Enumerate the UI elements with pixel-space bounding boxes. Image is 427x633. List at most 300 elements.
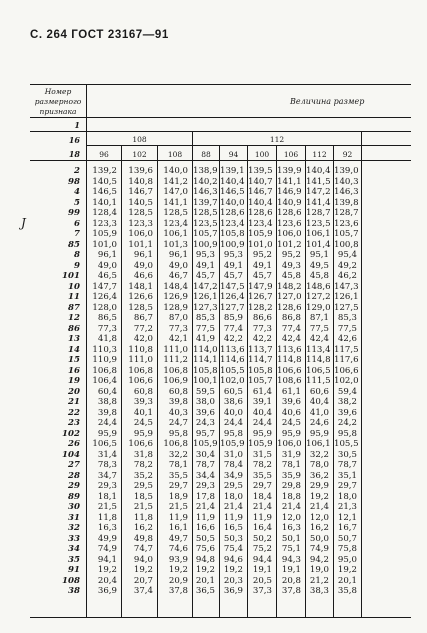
table-cell: 126,9 [163, 292, 188, 302]
table-cell: 35,5 [168, 470, 188, 481]
table-cell: 113,6 [277, 344, 302, 355]
table-cell: 50,2 [252, 533, 272, 544]
table-cell: 35,1 [337, 470, 357, 481]
table-cell: 19,2 [133, 565, 153, 575]
table-cell: 46,5 [97, 271, 117, 281]
table-cell: 105,8 [220, 229, 245, 239]
table-cell: 18,0 [223, 491, 243, 502]
table-cell: 77,5 [195, 323, 215, 334]
table-cell: 141,1 [163, 197, 188, 208]
table-cell: 20,1 [337, 575, 357, 586]
table-cell: 30,4 [195, 449, 215, 460]
table-cell: 78,2 [133, 460, 153, 470]
column-header: 94 [228, 150, 239, 159]
table-cell: 95,3 [195, 250, 215, 260]
table-cell: 32,2 [309, 449, 329, 460]
table-cell: 37,8 [281, 586, 301, 596]
table-cell: 123,5 [306, 218, 331, 229]
table-cell: 49,0 [133, 260, 153, 271]
table-cell: 147,2 [193, 281, 218, 292]
row-number: 26 [68, 439, 80, 449]
table-cell: 49,9 [97, 533, 117, 544]
table-cell: 40,1 [133, 407, 153, 418]
label-row-1: 1 [74, 120, 80, 130]
table-cell: 60,8 [133, 386, 153, 397]
table-cell: 105,8 [248, 365, 273, 376]
table-cell: 95,2 [281, 250, 301, 260]
table-cell: 87,1 [309, 313, 329, 323]
table-cell: 140,3 [334, 176, 359, 187]
table-cell: 21,4 [223, 502, 243, 512]
table-cell: 127,7 [220, 302, 245, 313]
table-cell: 50,1 [281, 533, 301, 544]
table-cell: 147,5 [220, 281, 245, 292]
row-number: 30 [68, 502, 80, 512]
table-cell: 24,4 [252, 418, 272, 428]
table-cell: 18,0 [337, 491, 357, 502]
table-cell: 105,5 [220, 365, 245, 376]
table-cell: 139,0 [334, 166, 359, 176]
table-cell: 123,3 [92, 218, 117, 229]
table-cell: 49,0 [168, 260, 188, 271]
table-cell: 105,7 [334, 229, 359, 239]
table-cell: 16,5 [223, 523, 243, 533]
row-number: 22 [68, 407, 80, 418]
group-header-112: 112 [269, 135, 285, 144]
table-cell: 35,8 [337, 586, 357, 596]
table-cell: 24,4 [223, 418, 243, 428]
table-cell: 20,3 [223, 575, 243, 586]
table-cell: 102,0 [334, 376, 359, 386]
table-cell: 140,8 [128, 176, 153, 187]
table-cell: 24,7 [168, 418, 188, 428]
table-cell: 49,2 [337, 260, 357, 271]
table-cell: 39,6 [281, 397, 301, 407]
table-cell: 106,1 [306, 439, 331, 449]
table-cell: 77,4 [281, 323, 301, 334]
table-cell: 39,6 [337, 407, 357, 418]
table-cell: 49,5 [309, 260, 329, 271]
table-cell: 16,4 [252, 523, 272, 533]
table-cell: 46,7 [168, 271, 188, 281]
rule-under-groups [87, 145, 411, 146]
table-cell: 129,0 [306, 302, 331, 313]
row-number: 14 [68, 344, 80, 355]
table-cell: 49,1 [195, 260, 215, 271]
table-cell: 114,7 [248, 355, 273, 365]
table-cell: 29,5 [223, 481, 243, 491]
table-cell: 96,1 [97, 250, 117, 260]
table-cell: 139,6 [128, 166, 153, 176]
table-cell: 94,6 [223, 554, 243, 565]
table-cell: 87,0 [168, 313, 188, 323]
table-cell: 105,8 [193, 365, 218, 376]
row-label-header [30, 87, 86, 117]
table-cell: 77,5 [309, 323, 329, 334]
row-number: 38 [68, 586, 80, 596]
table-cell: 50,3 [223, 533, 243, 544]
table-cell: 95,8 [337, 428, 357, 439]
table-cell: 60,5 [223, 386, 243, 397]
table-cell: 95,9 [281, 428, 301, 439]
table-cell: 18,5 [133, 491, 153, 502]
table-cell: 36,9 [97, 586, 117, 596]
row-number: 29 [68, 481, 80, 491]
table-cell: 117,6 [334, 355, 359, 365]
table-cell: 39,8 [168, 397, 188, 407]
table-cell: 19,2 [195, 565, 215, 575]
table-cell: 11,8 [133, 512, 153, 523]
table-cell: 12,0 [281, 512, 301, 523]
row-number: 31 [68, 512, 80, 523]
table-cell: 74,9 [97, 544, 117, 554]
table-cell: 34,9 [223, 470, 243, 481]
table-cell: 61,1 [281, 386, 301, 397]
table-cell: 18,1 [97, 491, 117, 502]
table-cell: 40,3 [168, 407, 188, 418]
table-cell: 61,4 [252, 386, 272, 397]
table-cell: 21,4 [309, 502, 329, 512]
table-cell: 45,8 [309, 271, 329, 281]
table-cell: 78,4 [223, 460, 243, 470]
table-cell: 139,9 [277, 166, 302, 176]
row-number: 104 [62, 449, 80, 460]
table-cell: 140,0 [220, 197, 245, 208]
table-cell: 31,0 [223, 449, 243, 460]
table-cell: 102,0 [220, 376, 245, 386]
table-cell: 49,1 [223, 260, 243, 271]
table-cell: 95,9 [309, 428, 329, 439]
rule-before-last [361, 131, 362, 618]
column-header: 112 [312, 150, 327, 159]
table-cell: 11,9 [195, 512, 215, 523]
table-cell: 100,8 [334, 239, 359, 250]
table-cell: 75,2 [252, 544, 272, 554]
table-cell: 110,8 [128, 344, 153, 355]
table-cell: 140,5 [92, 176, 117, 187]
row-number: 102 [62, 428, 80, 439]
table-cell: 128,7 [306, 208, 331, 218]
table-cell: 147,7 [92, 281, 117, 292]
table-cell: 95,7 [195, 428, 215, 439]
row-number: 15 [68, 355, 80, 365]
table-cell: 49,8 [133, 533, 153, 544]
table-cell: 78,7 [337, 460, 357, 470]
table-cell: 35,5 [252, 470, 272, 481]
row-number: 20 [68, 386, 80, 397]
table-cell: 95,8 [223, 428, 243, 439]
table-cell: 114,0 [193, 344, 218, 355]
table-cell: 77,3 [97, 323, 117, 334]
table-cell: 127,2 [306, 292, 331, 302]
table-cell: 29,3 [97, 481, 117, 491]
table-cell: 77,2 [133, 323, 153, 334]
table-cell: 19,1 [281, 565, 301, 575]
row-number: 16 [68, 365, 80, 376]
table-cell: 146,5 [92, 187, 117, 197]
table-cell: 12,0 [309, 512, 329, 523]
table-cell: 24,2 [337, 418, 357, 428]
table-cell: 95,1 [309, 250, 329, 260]
row-number: 10 [68, 281, 80, 292]
table-cell: 46,6 [133, 271, 153, 281]
table-cell: 50,5 [195, 533, 215, 544]
table-cell: 42,4 [309, 334, 329, 344]
page-header: С. 264 ГОСТ 23167—91 [30, 29, 169, 41]
table-cell: 24,5 [133, 418, 153, 428]
row-number: 7 [74, 229, 80, 239]
table-cell: 106,1 [163, 229, 188, 239]
table-cell: 139,5 [248, 166, 273, 176]
row-number: 85 [68, 239, 80, 250]
table-cell: 20,9 [168, 575, 188, 586]
table-cell: 113,6 [220, 344, 245, 355]
table-cell: 140,5 [128, 197, 153, 208]
group-header-108: 108 [132, 135, 147, 144]
table-cell: 141,1 [277, 176, 302, 187]
table-cell: 148,4 [163, 281, 188, 292]
table-cell: 31,9 [281, 449, 301, 460]
row-number: 4 [74, 187, 80, 197]
table-cell: 123,4 [220, 218, 245, 229]
table-cell: 78,1 [281, 460, 301, 470]
table-cell: 21,3 [337, 502, 357, 512]
table-cell: 11,9 [223, 512, 243, 523]
row-number: 28 [68, 470, 80, 481]
table-cell: 95,9 [133, 428, 153, 439]
table-cell: 94,3 [281, 554, 301, 565]
table-cell: 19,2 [168, 565, 188, 575]
table-cell: 127,3 [193, 302, 218, 313]
table-cell: 29,7 [252, 481, 272, 491]
table-cell: 106,0 [277, 439, 302, 449]
table-cell: 106,8 [128, 365, 153, 376]
table-cell: 127,5 [334, 302, 359, 313]
table-cell: 60,8 [168, 386, 188, 397]
table-cell: 111,2 [163, 355, 188, 365]
row-number: 12 [68, 313, 80, 323]
table-cell: 11,9 [168, 512, 188, 523]
table-cell: 17,8 [195, 491, 215, 502]
table-cell: 41,0 [309, 407, 329, 418]
table-cell: 123,6 [277, 218, 302, 229]
table-cell: 94,8 [195, 554, 215, 565]
table-cell: 100,9 [220, 239, 245, 250]
table-cell: 94,4 [252, 554, 272, 565]
column-header: 106 [283, 150, 299, 159]
table-cell: 106,4 [92, 376, 117, 386]
rule-after-row3 [30, 160, 411, 161]
table-cell: 24,5 [281, 418, 301, 428]
table-cell: 105,9 [220, 439, 245, 449]
table-cell: 106,6 [128, 376, 153, 386]
rule-top [30, 84, 411, 85]
table-cell: 60,6 [309, 386, 329, 397]
table-cell: 50,7 [337, 533, 357, 544]
table-cell: 146,5 [220, 187, 245, 197]
table-cell: 16,2 [133, 523, 153, 533]
table-cell: 128,9 [163, 302, 188, 313]
row-number: 21 [68, 397, 80, 407]
table-cell: 86,6 [252, 313, 272, 323]
table-cell: 24,6 [309, 418, 329, 428]
table-cell: 94,2 [309, 554, 329, 565]
table-cell: 29,7 [168, 481, 188, 491]
table-cell: 111,0 [163, 344, 188, 355]
table-cell: 113,4 [306, 344, 331, 355]
table-cell: 35,2 [133, 470, 153, 481]
table-cell: 96,1 [133, 250, 153, 260]
table-cell: 42,1 [168, 334, 188, 344]
table-cell: 101,1 [128, 239, 153, 250]
table-cell: 59,4 [337, 386, 357, 397]
quantity-title: Величина размер [290, 97, 365, 106]
table-cell: 141,4 [306, 197, 331, 208]
table-cell: 29,3 [195, 481, 215, 491]
table-cell: 42,2 [252, 334, 272, 344]
label-row-2: 16 [68, 135, 80, 145]
table-cell: 41,8 [97, 334, 117, 344]
table-cell: 37,4 [133, 586, 153, 596]
table-cell: 16,7 [337, 523, 357, 533]
table-cell: 20,8 [281, 575, 301, 586]
table-cell: 140,0 [163, 166, 188, 176]
table-cell: 78,0 [309, 460, 329, 470]
table-cell: 106,5 [92, 439, 117, 449]
table-cell: 45,8 [281, 271, 301, 281]
table-cell: 20,4 [97, 575, 117, 586]
table-cell: 128,6 [248, 208, 273, 218]
table-cell: 128,6 [277, 208, 302, 218]
table-cell: 110,9 [92, 355, 117, 365]
table-cell: 16,1 [168, 523, 188, 533]
table-cell: 139,7 [193, 197, 218, 208]
table-cell: 128,6 [220, 208, 245, 218]
row-number: 13 [68, 334, 80, 344]
table-cell: 100,1 [193, 376, 218, 386]
table-cell: 95,9 [252, 428, 272, 439]
column-header: 108 [167, 150, 183, 159]
table-cell: 141,5 [306, 176, 331, 187]
table-cell: 148,2 [277, 281, 302, 292]
table-cell: 49,7 [168, 533, 188, 544]
label-row-3: 18 [68, 149, 80, 159]
row-number: 5 [74, 197, 80, 208]
table-cell: 146,3 [193, 187, 218, 197]
row-label-line-1: Номер [44, 87, 72, 96]
table-cell: 46,2 [337, 271, 357, 281]
table-cell: 126,4 [220, 292, 245, 302]
table-cell: 139,8 [334, 197, 359, 208]
table-cell: 36,2 [309, 470, 329, 481]
table-cell: 126,6 [128, 292, 153, 302]
row-number: 34 [68, 544, 80, 554]
table-cell: 95,3 [223, 250, 243, 260]
table-cell: 39,8 [97, 407, 117, 418]
table-cell: 21,4 [281, 502, 301, 512]
row-number: 27 [68, 460, 80, 470]
table-cell: 60,4 [97, 386, 117, 397]
table-cell: 37,8 [168, 586, 188, 596]
table-cell: 117,5 [334, 344, 359, 355]
table-cell: 126,4 [92, 292, 117, 302]
table-cell: 37,3 [252, 586, 272, 596]
table-cell: 108,6 [277, 376, 302, 386]
table-cell: 114,8 [306, 355, 331, 365]
table-cell: 101,3 [163, 239, 188, 250]
table-cell: 128,5 [163, 208, 188, 218]
table-cell: 100,9 [193, 239, 218, 250]
table-cell: 36,5 [195, 586, 215, 596]
table-cell: 78,1 [168, 460, 188, 470]
rule-after-header [30, 117, 411, 118]
table-cell: 140,7 [248, 176, 273, 187]
table-cell: 12,1 [337, 512, 357, 523]
table-cell: 21,4 [252, 502, 272, 512]
table-cell: 77,5 [337, 323, 357, 334]
table-cell: 105,9 [248, 439, 273, 449]
table-cell: 20,1 [195, 575, 215, 586]
row-number: 87 [68, 302, 80, 313]
table-cell: 42,0 [133, 334, 153, 344]
row-number: 89 [68, 491, 80, 502]
table-cell: 75,6 [195, 544, 215, 554]
table-cell: 106,6 [277, 365, 302, 376]
table-cell: 140,1 [92, 197, 117, 208]
column-header: 102 [132, 150, 147, 159]
table-cell: 139,2 [92, 166, 117, 176]
table-cell: 21,2 [309, 575, 329, 586]
table-cell: 45,7 [195, 271, 215, 281]
table-cell: 95,8 [168, 428, 188, 439]
table-cell: 147,0 [163, 187, 188, 197]
table-cell: 123,3 [128, 218, 153, 229]
table-cell: 24,4 [97, 418, 117, 428]
table-cell: 75,4 [223, 544, 243, 554]
table-cell: 106,0 [128, 229, 153, 239]
margin-mark: J [21, 216, 26, 230]
table-cell: 148,1 [128, 281, 153, 292]
table-cell: 95,9 [97, 428, 117, 439]
table-cell: 96,1 [168, 250, 188, 260]
table-cell: 128,5 [128, 208, 153, 218]
table-cell: 29,7 [337, 481, 357, 491]
table-cell: 16,6 [195, 523, 215, 533]
table-cell: 38,8 [97, 397, 117, 407]
table-cell: 39,3 [133, 397, 153, 407]
table-cell: 106,8 [163, 365, 188, 376]
table-cell: 86,7 [133, 313, 153, 323]
table-cell: 18,4 [252, 491, 272, 502]
table-cell: 123,5 [193, 218, 218, 229]
table-cell: 39,1 [252, 397, 272, 407]
table-cell: 19,2 [337, 565, 357, 575]
table-cell: 74,9 [309, 544, 329, 554]
table-cell: 128,2 [248, 302, 273, 313]
table-cell: 123,4 [248, 218, 273, 229]
table-cell: 20,5 [252, 575, 272, 586]
table-cell: 111,5 [306, 376, 331, 386]
table-cell: 31,8 [133, 449, 153, 460]
table-cell: 29,5 [133, 481, 153, 491]
table-cell: 30,5 [337, 449, 357, 460]
table-cell: 42,6 [337, 334, 357, 344]
table-cell: 146,3 [334, 187, 359, 197]
table-cell: 105,5 [334, 439, 359, 449]
table-cell: 110,3 [92, 344, 117, 355]
row-number: 11 [68, 292, 80, 302]
table-cell: 77,4 [223, 323, 243, 334]
